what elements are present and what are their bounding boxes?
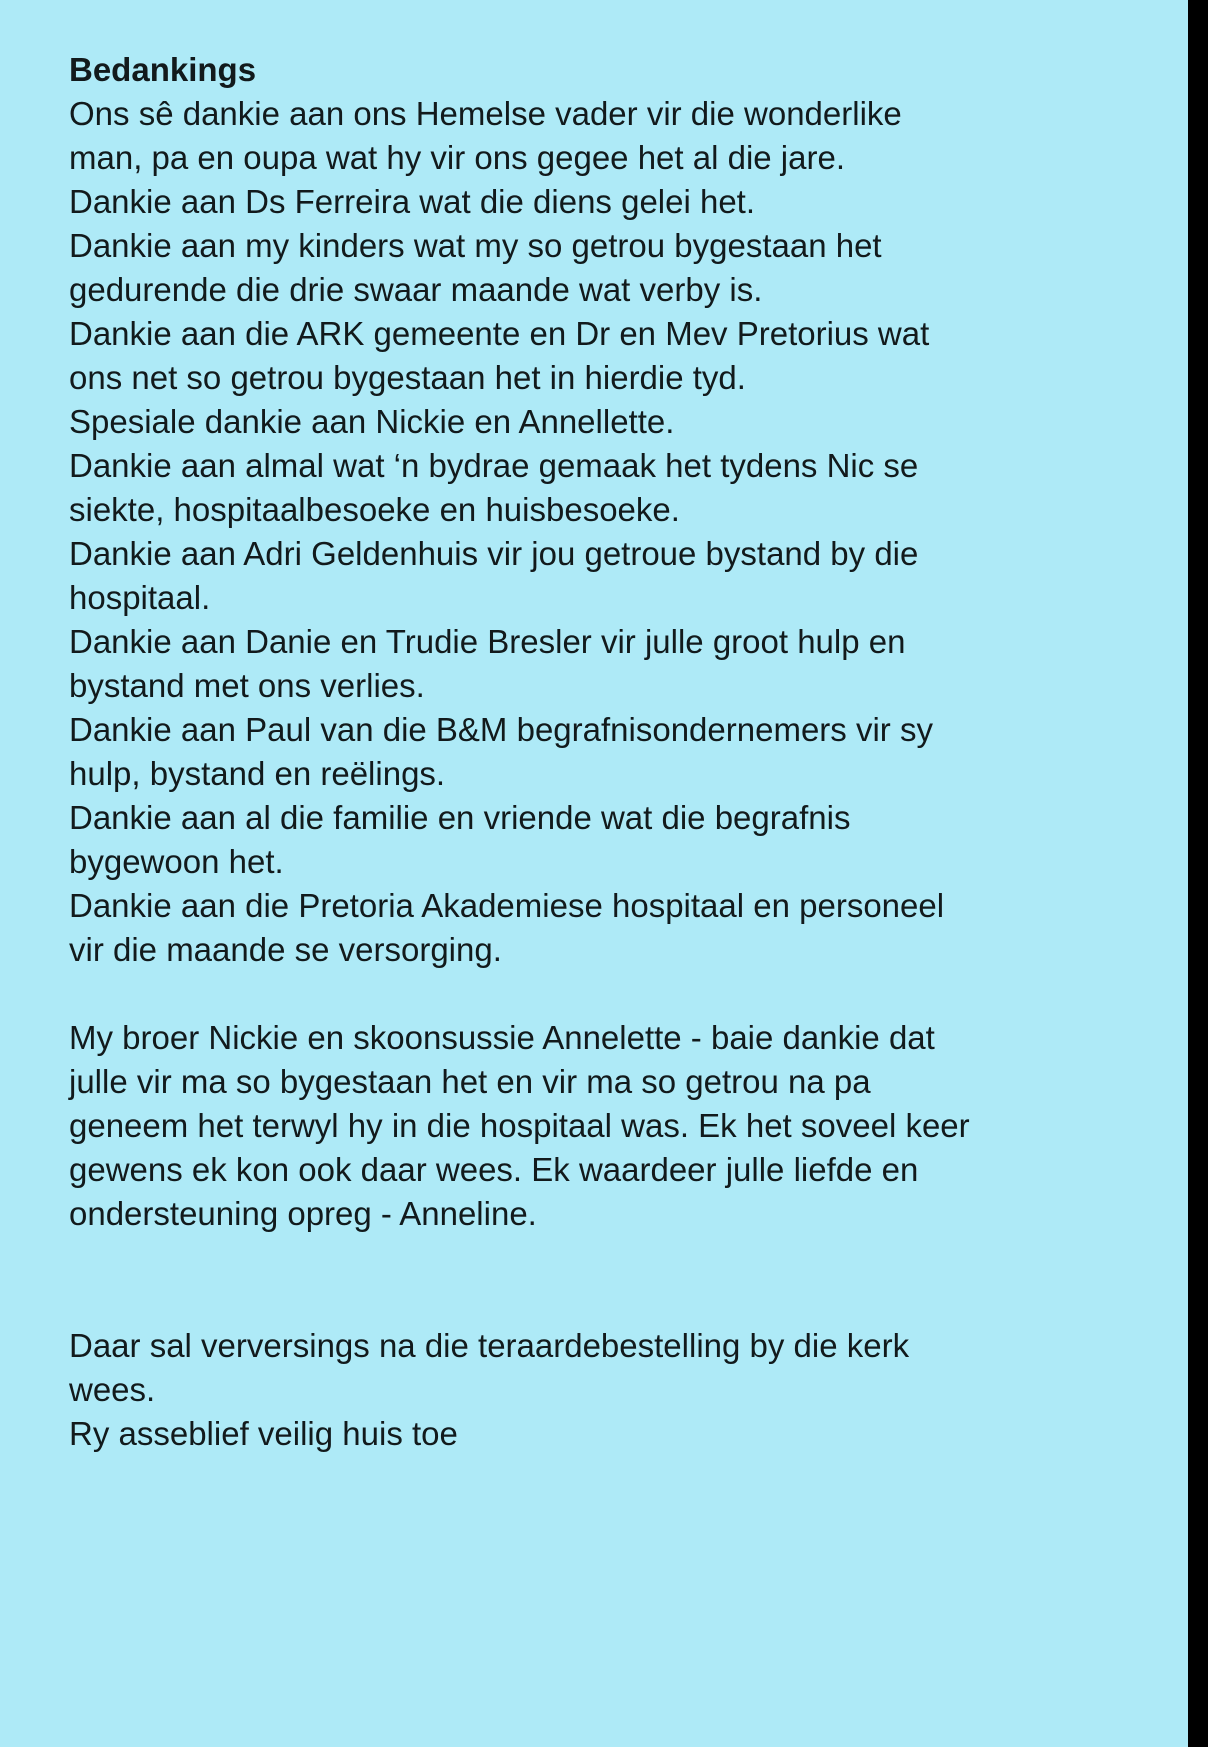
paragraph-spacer <box>69 1236 1179 1324</box>
text-line: ondersteuning opreg - Anneline. <box>69 1195 537 1232</box>
text-line: man, pa en oupa wat hy vir ons gegee het al die jare. <box>69 139 845 176</box>
page-title: Bedankings <box>69 51 257 88</box>
text-line: ons net so getrou bygestaan het in hierdie tyd. <box>69 359 746 396</box>
text-line: vir die maande se versorging. <box>69 931 502 968</box>
paragraph-spacer <box>69 972 1179 1016</box>
text-line: hulp, bystand en reëlings. <box>69 755 446 792</box>
text-line: bygewoon het. <box>69 843 284 880</box>
personal-note-paragraph <box>69 1016 1179 1236</box>
text-line: Dankie aan almal wat ‘n bydrae gemaak het tydens Nic se <box>69 447 919 484</box>
text-line: Dankie aan Ds Ferreira wat die diens gelei het. <box>69 183 756 220</box>
closing-paragraph <box>69 1324 1179 1456</box>
text-line: My broer Nickie en skoonsussie Annelette - baie dankie dat <box>69 1019 935 1056</box>
text-line: Dankie aan my kinders wat my so getrou bygestaan het <box>69 227 882 264</box>
text-line: Dankie aan Paul van die B&M begrafnisondernemers vir sy <box>69 711 933 748</box>
text-line: Dankie aan Adri Geldenhuis vir jou getroue bystand by die <box>69 535 919 572</box>
scan-edge <box>1188 0 1198 1747</box>
text-line: Dankie aan al die familie en vriende wat die begrafnis <box>69 799 851 836</box>
text-line: wees. <box>69 1371 156 1408</box>
text-line: siekte, hospitaalbesoeke en huisbesoeke. <box>69 491 680 528</box>
text-line: julle vir ma so bygestaan het en vir ma so getrou na pa <box>69 1063 871 1100</box>
text-line: Dankie aan die ARK gemeente en Dr en Mev Pretorius wat <box>69 315 930 352</box>
text-line: gedurende die drie swaar maande wat verby is. <box>69 271 763 308</box>
text-line: gewens ek kon ook daar wees. Ek waardeer julle liefde en <box>69 1151 919 1188</box>
text-line: Ry asseblief veilig huis toe <box>69 1415 458 1452</box>
text-line: bystand met ons verlies. <box>69 667 425 704</box>
text-line: hospitaal. <box>69 579 211 616</box>
text-line: geneem het terwyl hy in die hospitaal was. Ek het soveel keer <box>69 1107 970 1144</box>
text-line: Daar sal verversings na die teraardebestelling by die kerk <box>69 1327 910 1364</box>
document-body <box>69 48 1179 1456</box>
text-line: Ons sê dankie aan ons Hemelse vader vir die wonderlike <box>69 95 902 132</box>
thanks-paragraph <box>69 92 1179 972</box>
text-line: Dankie aan Danie en Trudie Bresler vir julle groot hulp en <box>69 623 906 660</box>
text-line: Spesiale dankie aan Nickie en Annellette. <box>69 403 675 440</box>
text-line: Dankie aan die Pretoria Akademiese hospitaal en personeel <box>69 887 945 924</box>
